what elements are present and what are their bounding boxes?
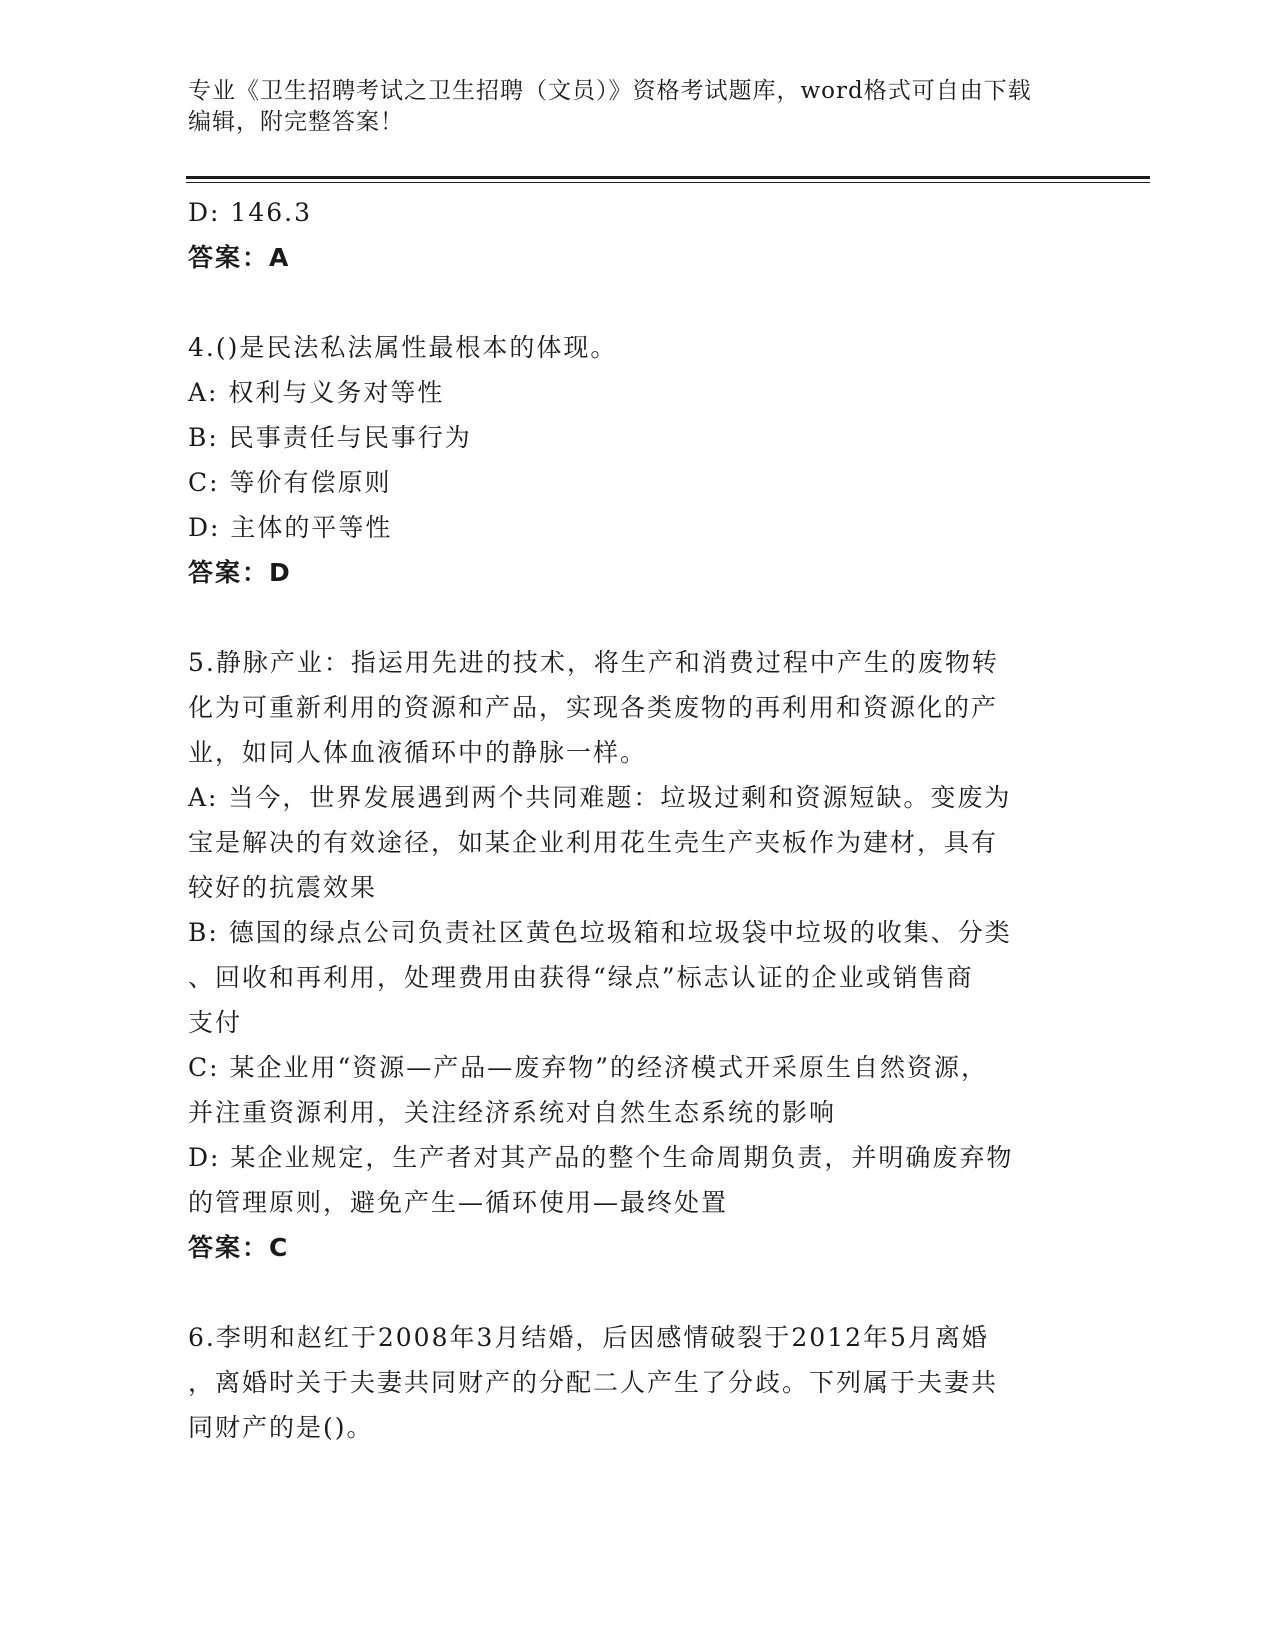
- q6-stem-line: 6.李明和赵红于2008年3月结婚，后因感情破裂于2012年5月离婚: [188, 1323, 989, 1352]
- header-line-2: 编辑，附完整答案！: [188, 109, 404, 135]
- q5-answer: 答案：C: [188, 1233, 290, 1262]
- q6-stem-line: 同财产的是()。: [188, 1413, 374, 1442]
- q5-stem-line: 化为可重新利用的资源和产品，实现各类废物的再利用和资源化的产: [188, 693, 999, 722]
- q5-stem-line: 5.静脉产业：指运用先进的技术，将生产和消费过程中产生的废物转: [188, 648, 999, 677]
- q5-option-d-line: D: 某企业规定，生产者对其产品的整个生命周期负责，并明确废弃物: [188, 1143, 1014, 1172]
- q5-option-b-line: 、回收和再利用，处理费用由获得“绿点”标志认证的企业或销售商: [188, 963, 974, 992]
- q5-option-a-line: 宝是解决的有效途径，如某企业利用花生壳生产夹板作为建材，具有: [188, 828, 999, 857]
- q4-option-a: A: 权利与义务对等性: [188, 378, 445, 407]
- spacer: [188, 595, 1088, 640]
- q4-answer: 答案：D: [188, 558, 292, 587]
- q5-option-b-line: B: 德国的绿点公司负责社区黄色垃圾箱和垃圾袋中垃圾的收集、分类: [188, 918, 1012, 947]
- q3-option-d: D: 146.3: [188, 198, 312, 227]
- document-header: [188, 76, 1088, 138]
- header-rule-thick: [186, 176, 1150, 179]
- q5-option-c-line: 并注重资源利用，关注经济系统对自然生态系统的影响: [188, 1098, 837, 1127]
- q5-option-b-line: 支付: [188, 1008, 243, 1037]
- header-line-1: 专业《卫生招聘考试之卫生招聘（文员）》资格考试题库，word格式可自由下载: [188, 78, 1032, 104]
- q4-option-b: B: 民事责任与民事行为: [188, 423, 472, 452]
- spacer: [188, 1270, 1088, 1315]
- document-content: [188, 190, 1088, 1450]
- q5-stem-line: 业，如同人体血液循环中的静脉一样。: [188, 738, 648, 767]
- q3-answer: 答案：A: [188, 243, 291, 272]
- spacer: [188, 280, 1088, 325]
- q5-option-d-line: 的管理原则，避免产生—循环使用—最终处置: [188, 1188, 729, 1217]
- q6-stem-line: ，离婚时关于夫妻共同财产的分配二人产生了分歧。下列属于夫妻共: [188, 1368, 999, 1397]
- q5-option-a-line: A: 当今，世界发展遇到两个共同难题：垃圾过剩和资源短缺。变废为: [188, 783, 1012, 812]
- q4-stem: 4.()是民法私法属性最根本的体现。: [188, 333, 618, 362]
- q4-option-d: D: 主体的平等性: [188, 513, 393, 542]
- header-rule-thin: [186, 182, 1150, 183]
- q5-option-a-line: 较好的抗震效果: [188, 873, 378, 902]
- q4-option-c: C: 等价有偿原则: [188, 468, 392, 497]
- q5-option-c-line: C: 某企业用“资源—产品—废弃物”的经济模式开采原生自然资源，: [188, 1053, 989, 1082]
